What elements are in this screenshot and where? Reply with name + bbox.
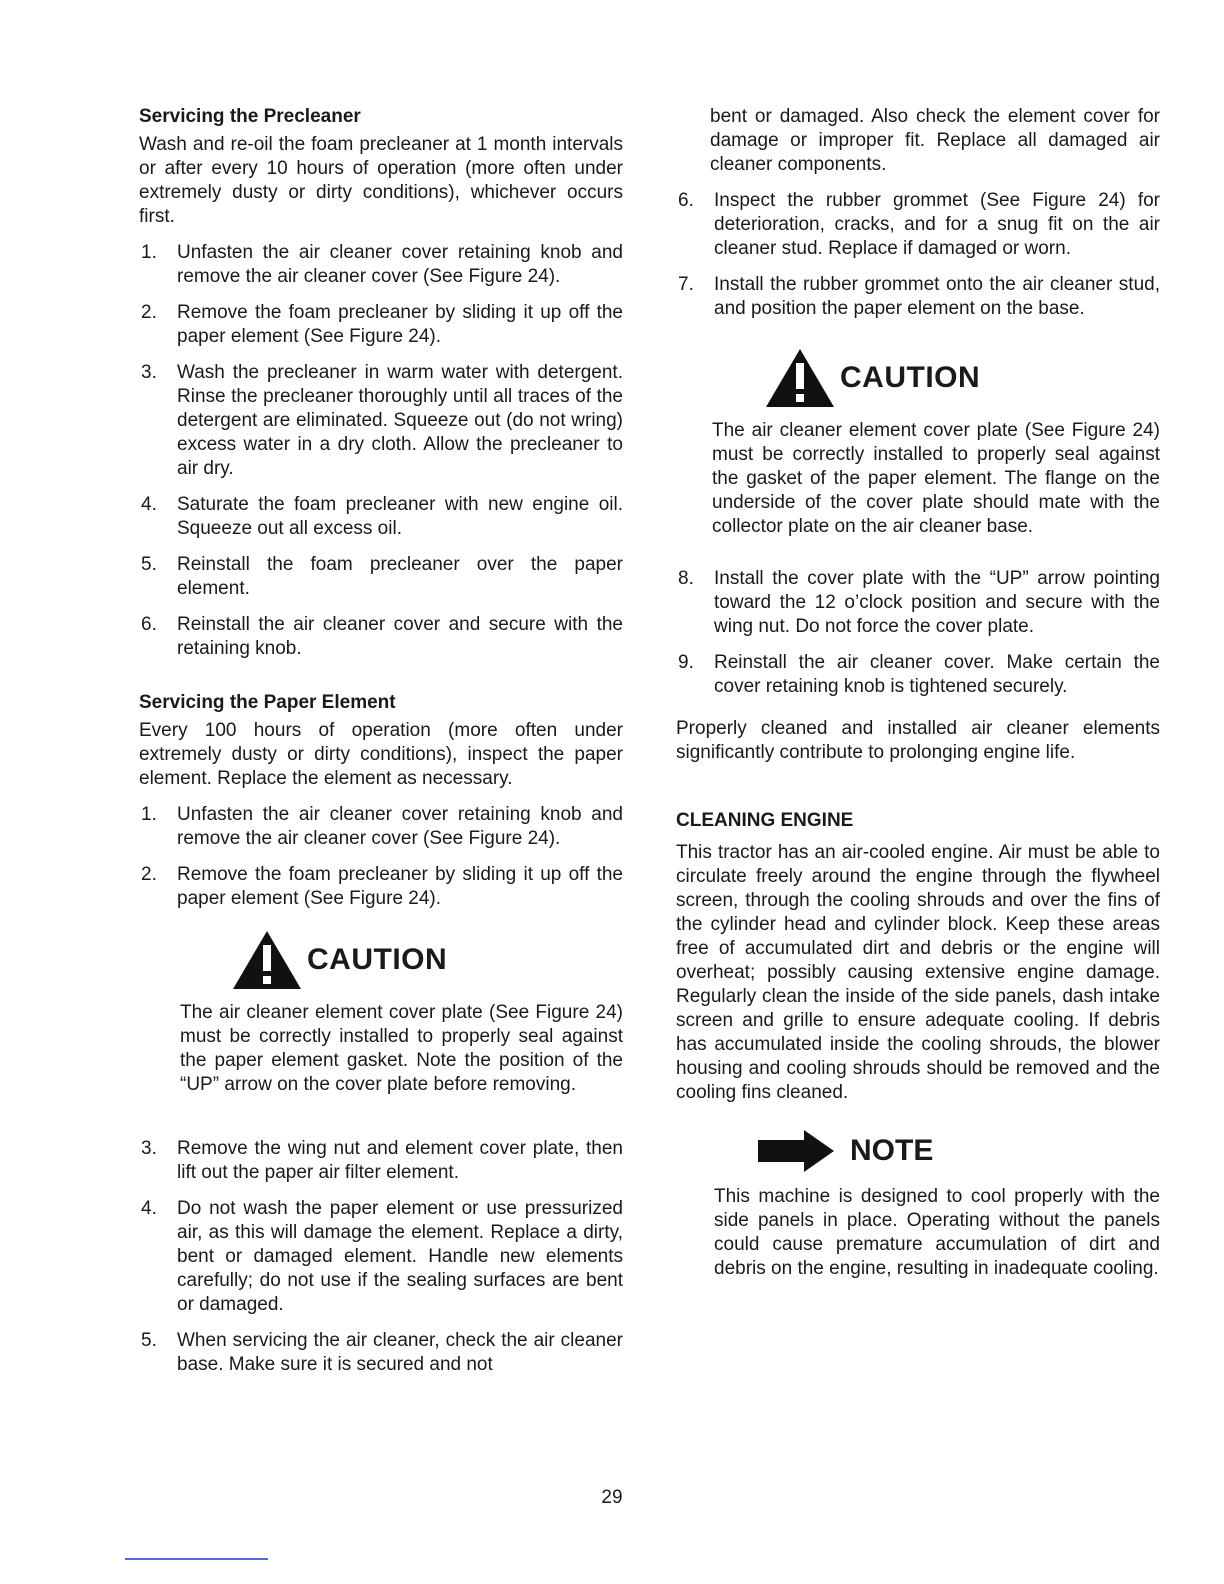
list-item — [676, 651, 1160, 699]
arrow-right-icon — [756, 1128, 836, 1174]
list-item-text: Remove the wing nut and element cover plate, then lift out the paper air filter element. — [177, 1138, 623, 1183]
list-item — [139, 361, 623, 481]
list-item-text: Inspect the rubber grommet (See Figure 24) for deterioration, cracks, and for a snug fit on the air cleaner stud. Replace if damaged or worn. — [714, 190, 1160, 259]
list-item-number: 3. — [141, 1138, 157, 1159]
list-item-text: Reinstall the air cleaner cover. Make certain the cover retaining knob is tightened securely. — [714, 652, 1160, 697]
list-item-number: 1. — [141, 242, 157, 263]
section-heading-precleaner: Servicing the Precleaner — [139, 106, 361, 127]
list-item-number: 6. — [141, 614, 157, 635]
note-text: This machine is designed to cool properly with the side panels in place. Operating without the panels could cause premature accumulation of dirt and debris on the engine, resulting in inadequate cooling. — [714, 1186, 1160, 1279]
list-item — [139, 863, 623, 911]
list-item-text: Reinstall the foam precleaner over the paper element. — [177, 554, 623, 599]
list-item — [139, 553, 623, 601]
list-item — [676, 189, 1160, 261]
warning-triangle-icon — [231, 929, 303, 991]
list-item-number: 5. — [141, 1330, 157, 1351]
caution-box — [676, 343, 1160, 539]
list-item-number: 9. — [678, 652, 694, 673]
list-item — [139, 1137, 623, 1185]
list-item-number: 5. — [141, 554, 157, 575]
precleaner-steps — [139, 241, 623, 661]
list-item — [676, 567, 1160, 639]
list-item-text: Remove the foam precleaner by sliding it up off the paper element (See Figure 24). — [177, 302, 623, 347]
warning-triangle-icon — [764, 347, 836, 409]
list-item-text: When servicing the air cleaner, check the air cleaner base. Make sure it is secured and not — [177, 1330, 623, 1375]
page-number: 29 — [601, 1487, 623, 1508]
list-item-number: 4. — [141, 1198, 157, 1219]
caution-text: The air cleaner element cover plate (See Figure 24) must be correctly installed to properly seal against the paper element gasket. Note the position of the “UP” arrow on the cover plate before removing. — [180, 1002, 623, 1095]
paper-element-steps-final — [676, 567, 1160, 699]
paper-element-steps-right — [676, 189, 1160, 321]
section-heading-cleaning-engine: CLEANING ENGINE — [676, 810, 854, 831]
footer-rule — [125, 1558, 268, 1560]
list-item — [676, 273, 1160, 321]
list-item — [139, 1329, 623, 1377]
paper-element-steps-continued — [139, 1137, 623, 1377]
list-item-text: Saturate the foam precleaner with new engine oil. Squeeze out all excess oil. — [177, 494, 623, 539]
list-item-text: Remove the foam precleaner by sliding it up off the paper element (See Figure 24). — [177, 864, 623, 909]
list-item-number: 1. — [141, 804, 157, 825]
list-item — [139, 803, 623, 851]
precleaner-intro: Wash and re-oil the foam precleaner at 1 month intervals or after every 10 hours of operation (more often under extremely dusty or dirty conditions), whichever occurs first. — [139, 134, 623, 227]
caution-label: CAUTION — [307, 943, 448, 976]
list-item-text: Do not wash the paper element or use pressurized air, as this will damage the element. Replace a dirty, bent or damaged element. Handle new elements carefully; do not use if the sealing surfaces are bent or damaged. — [177, 1198, 623, 1315]
list-item-text: Unfasten the air cleaner cover retaining knob and remove the air cleaner cover (See Figure 24). — [177, 242, 623, 287]
caution-label: CAUTION — [840, 361, 981, 394]
list-item-text: Install the cover plate with the “UP” arrow pointing toward the 12 o’clock position and secure with the wing nut. Do not force the cover plate. — [714, 568, 1160, 637]
cleaning-engine-text: This tractor has an air-cooled engine. Air must be able to circulate freely around the engine through the flywheel screen, through the cooling shrouds and over the fins of the cylinder head and cylinder block. Keep these areas free of accumulated dirt and debris or the engine will overheat; possibly causing extensive engine damage. Regularly clean the inside of the side panels, dash intake screen and grille to ensure adequate cooling. If debris has accumulated inside the cooling shrouds, the blower housing and cooling shrouds should be removed and the cooling fins cleaned. — [676, 842, 1160, 1103]
continued-text: bent or damaged. Also check the element cover for damage or improper fit. Replace all damaged air cleaner components. — [710, 106, 1160, 175]
caution-box — [139, 925, 623, 1097]
list-item-number: 7. — [678, 274, 694, 295]
list-item — [139, 301, 623, 349]
list-item-number: 2. — [141, 302, 157, 323]
right-column — [676, 105, 1160, 1281]
caution-header — [764, 343, 1160, 413]
list-item-text: Install the rubber grommet onto the air cleaner stud, and position the paper element on the base. — [714, 274, 1160, 319]
list-item — [139, 613, 623, 661]
list-item-number: 6. — [678, 190, 694, 211]
note-label: NOTE — [850, 1134, 934, 1167]
paper-element-steps — [139, 803, 623, 911]
list-item-text: Unfasten the air cleaner cover retaining knob and remove the air cleaner cover (See Figure 24). — [177, 804, 623, 849]
caution-text: The air cleaner element cover plate (See Figure 24) must be correctly installed to properly seal against the gasket of the paper element. The flange on the underside of the cover plate should mate with the collector plate on the air cleaner base. — [712, 420, 1160, 537]
list-item — [139, 241, 623, 289]
paper-element-intro: Every 100 hours of operation (more often under extremely dusty or dirty conditions), inspect the paper element. Replace the element as necessary. — [139, 720, 623, 789]
list-item-number: 8. — [678, 568, 694, 589]
list-item-text: Wash the precleaner in warm water with detergent. Rinse the precleaner thoroughly until all traces of the detergent are eliminated. Squeeze out (do not wring) excess water in a dry cloth. Allow the precleaner to air dry. — [177, 362, 623, 479]
list-item-number: 4. — [141, 494, 157, 515]
list-item-text: Reinstall the air cleaner cover and secure with the retaining knob. — [177, 614, 623, 659]
caution-header — [231, 925, 623, 995]
note-header — [756, 1121, 1160, 1181]
left-column — [139, 105, 623, 1377]
list-item — [139, 1197, 623, 1317]
section-heading-paper-element: Servicing the Paper Element — [139, 692, 396, 713]
list-item-number: 2. — [141, 864, 157, 885]
note-box — [676, 1121, 1160, 1281]
list-item-number: 3. — [141, 362, 157, 383]
closing-text: Properly cleaned and installed air cleaner elements significantly contribute to prolonging engine life. — [676, 718, 1160, 763]
list-item — [139, 493, 623, 541]
